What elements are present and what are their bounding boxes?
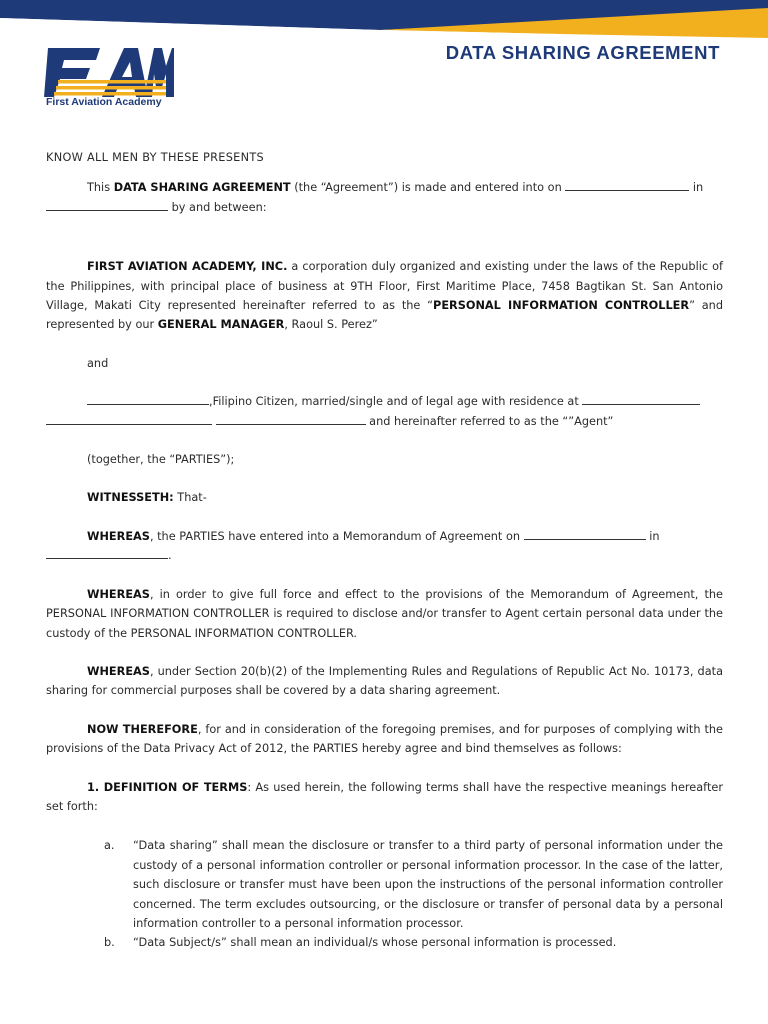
together-line: (together, the “PARTIES”); — [87, 453, 235, 467]
witnesseth-line: WITNESSETH: That- — [87, 491, 207, 505]
moa-date-blank[interactable] — [524, 528, 646, 540]
logo-caption: First Aviation Academy — [46, 96, 162, 108]
whereas-1: WHEREAS, the PARTIES have entered into a Memorandum of Agreement on in . — [46, 527, 723, 566]
section-1-definitions: 1. DEFINITION OF TERMS: As used herein, the following terms shall have the respective meanings hereafter set forth: — [46, 780, 723, 813]
agent-name-blank[interactable] — [87, 393, 209, 405]
address-blank-2[interactable] — [216, 413, 366, 425]
paragraph-agreement: This DATA SHARING AGREEMENT (the “Agreement”) is made and entered into on in by and between: — [46, 178, 723, 217]
definitions-list — [46, 836, 723, 952]
residence-blank[interactable] — [582, 393, 700, 405]
moa-place-blank[interactable] — [46, 547, 168, 559]
list-item: a. “Data sharing” shall mean the disclosure or transfer to a third party of personal information under the custody of a personal information controller or personal information processor. In the case of the latter, such disclosure or transfer must have been upon the instructions of the personal information controller concerned. The term excludes outsourcing, or the disclosure or transfer of personal data by a personal information controller to a personal information processor. — [104, 839, 723, 930]
whereas-2: WHEREAS, in order to give full force and effect to the provisions of the Memorandum of Agreement, the PERSONAL INFORMATION CONTROLLER is required to disclose and/or transfer to Agent certain personal data under the custody of the PERSONAL INFORMATION CONTROLLER. — [46, 587, 723, 640]
document-body — [46, 148, 723, 953]
and-line: and — [87, 356, 109, 370]
list-item: b. “Data Subject/s” shall mean an individual/s whose personal information is processed. — [104, 936, 617, 950]
now-therefore: NOW THEREFORE, for and in consideration of the foregoing premises, and for purposes of complying with the provisions of the Data Privacy Act of 2012, the PARTIES hereby agree and bind themselves as follows: — [46, 722, 724, 756]
address-blank-1[interactable] — [46, 413, 212, 425]
header-band — [0, 0, 768, 40]
paragraph-agent: ,Filipino Citizen, married/single and of legal age with residence at and hereinafter referred to as the “”Agent” — [46, 392, 723, 431]
place-blank[interactable] — [46, 199, 168, 211]
intro-line: KNOW ALL MEN BY THESE PRESENTS — [46, 151, 265, 164]
whereas-3: WHEREAS, under Section 20(b)(2) of the Implementing Rules and Regulations of Republic Act No. 10173, data sharing for commercial purposes shall be covered by a data sharing agreement. — [46, 664, 723, 698]
date-blank[interactable] — [565, 179, 689, 191]
document-title: DATA SHARING AGREEMENT — [445, 42, 720, 63]
paragraph-controller: FIRST AVIATION ACADEMY, INC. a corporation duly organized and existing under the laws of the Republic of the Philippines, with principal place of business at 9TH Floor, First Maritime Place, 7458 Bagtikan St. San Antonio Village, Makati City represented hereinafter referred to as the “PERSONAL INFORMATION CONTROLLER” and represented by our GENERAL MANAGER, Raoul S. Perez” — [46, 260, 724, 332]
